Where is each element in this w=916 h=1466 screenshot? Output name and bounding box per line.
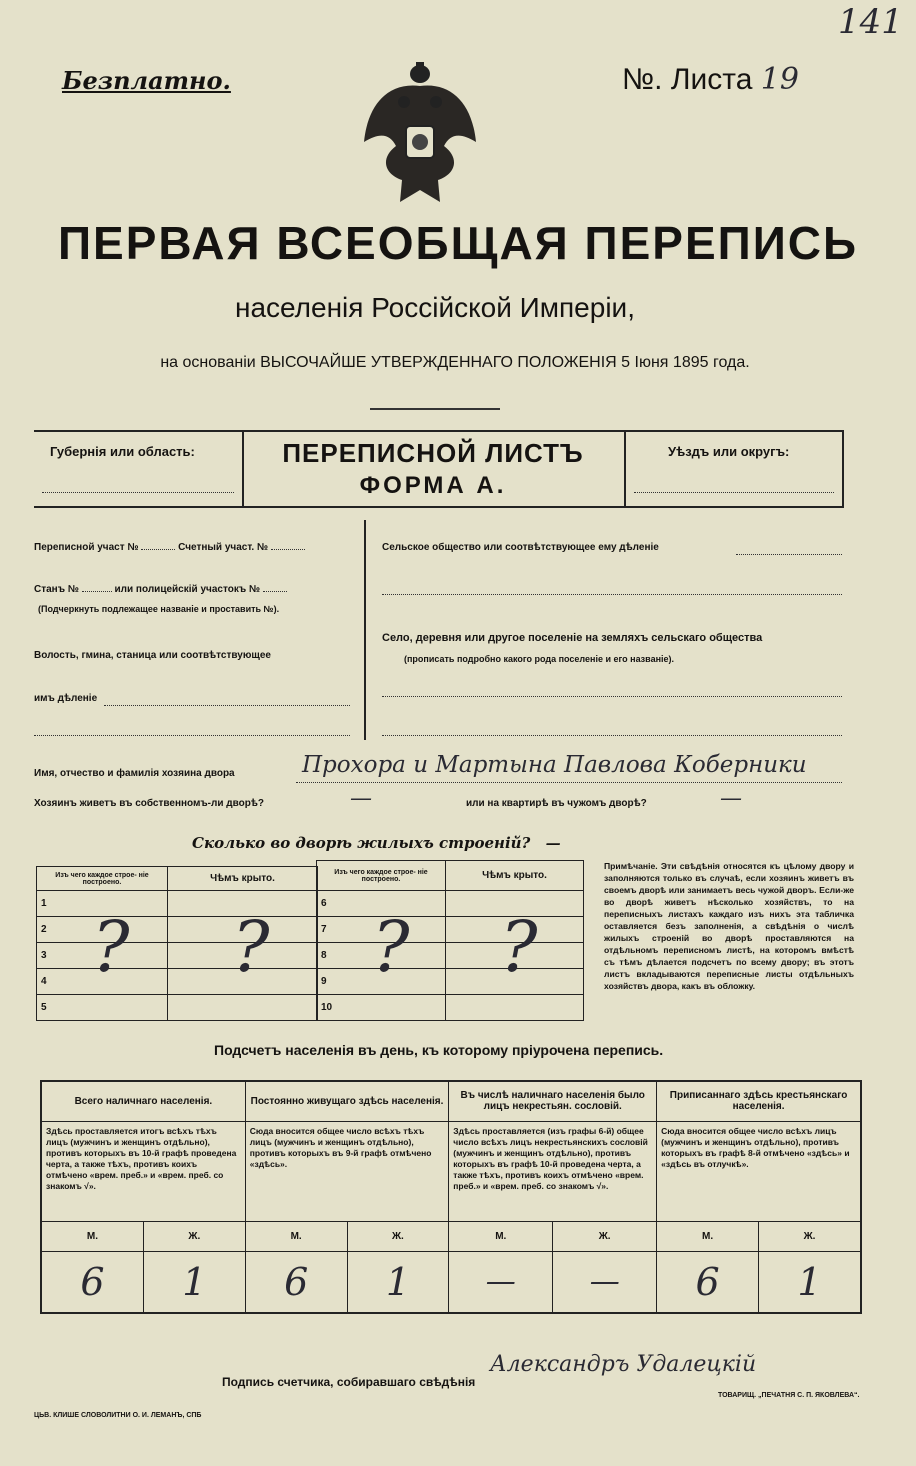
imperial-eagle-emblem — [360, 62, 480, 212]
col-total-title: Всего наличнаго населенія. — [41, 1081, 245, 1121]
form-type: ФОРМА А. — [359, 472, 507, 499]
row-number: 3 — [37, 943, 168, 969]
total-female-value: 1 — [143, 1251, 245, 1313]
col-roof-header: Чѣмъ крыто. — [446, 861, 584, 891]
division-line — [104, 705, 350, 706]
village-note: (прописать подробно какого рода поселеніе и его названіе). — [404, 654, 675, 664]
col-permanent-desc: Сюда вносится общее число всѣхъ тѣхъ лицъ (мужчинъ и женщинъ отдѣльно), противъ которыхъ въ 9-й графѣ отмѣчено «здѣсь». — [245, 1121, 449, 1221]
female-header: Ж. — [143, 1221, 245, 1251]
permanent-female-value: 1 — [347, 1251, 449, 1313]
buildings-table-left — [36, 866, 318, 1021]
owner-name-value: Прохора и Мартына Павлова Коберники — [302, 752, 807, 778]
division-label: имъ дѣленіе — [34, 693, 98, 704]
peasant-female-value: 1 — [759, 1251, 861, 1313]
male-header: М. — [41, 1221, 143, 1251]
row-number: 9 — [317, 969, 446, 995]
uezd-label: Уѣздъ или округъ: — [668, 444, 790, 459]
owner-name-label: Имя, отчество и фамилія хозяина двора — [34, 768, 235, 779]
village-label: Село, деревня или другое поселеніе на земляхъ сельскаго общества — [382, 632, 763, 644]
row-number: 2 — [37, 917, 168, 943]
male-header: М. — [657, 1221, 759, 1251]
signature-value: Александръ Удалецкій — [490, 1352, 757, 1377]
col-permanent-title: Постоянно живущаго здѣсь населенія. — [245, 1081, 449, 1121]
gubernia-label: Губернія или область: — [50, 444, 195, 459]
total-male-value: 6 — [41, 1251, 143, 1313]
signature-label: Подпись счетчика, собиравшаго свѣдѣнія — [222, 1375, 476, 1389]
female-header: Ж. — [553, 1221, 657, 1251]
ornament-divider — [370, 408, 500, 410]
male-header: М. — [449, 1221, 553, 1251]
nonpeasant-female-value: — — [553, 1251, 657, 1313]
population-table — [40, 1080, 862, 1314]
census-basis: на основаніи ВЫСОЧАЙШЕ УТВЕРЖДЕННАГО ПОЛОЖЕНІЯ 5 Іюня 1895 года. — [160, 354, 750, 371]
col-roof-header: Чѣмъ крыто. — [168, 867, 318, 891]
uezd-box — [624, 430, 844, 508]
buildings-table-right — [316, 860, 584, 1021]
form-title: ПЕРЕПИСНОЙ ЛИСТЪ — [282, 438, 584, 468]
col-material-header: Изъ чего каждое строе- ніе построено. — [317, 861, 446, 891]
row-number: 4 — [37, 969, 168, 995]
col-nonpeasant-title: Въ числѣ наличнаго населенія было лицъ некрестьян. сословій. — [449, 1081, 657, 1121]
permanent-male-value: 6 — [245, 1251, 347, 1313]
volost-extra-line — [34, 735, 350, 736]
free-label: Безплатно. — [62, 66, 231, 95]
row-number: 7 — [317, 917, 446, 943]
village-line-1 — [382, 696, 842, 697]
volost-label: Волость, гмина, станица или соотвѣтствующее — [34, 650, 271, 661]
col-nonpeasant-desc: Здѣсь проставляется (изъ графы 6-й) общее число всѣхъ лицъ некрестьянскихъ сословій (мужчинъ и женщинъ отдѣльно), противъ которыхъ въ графѣ 10-й проведена черта, а также тѣхъ, противъ коихъ отмѣчено «врем. преб.» и «врем. преб. со знакомъ √». — [449, 1121, 657, 1221]
census-subtitle: населенія Россійской Имперіи, — [235, 292, 635, 323]
stan-field: Станъ № или полицейскій участокъ № — [34, 584, 287, 595]
male-header: М. — [245, 1221, 347, 1251]
printer-left: ЦЬВ. КЛИШЕ СЛОВОЛИТНИ О. И. ЛЕМАНЪ, СПБ — [34, 1412, 202, 1419]
buildings-label: Сколько во дворѣ жилыхъ строеній? — — [192, 834, 561, 852]
uezd-line — [634, 492, 834, 493]
form-title-block — [242, 430, 624, 508]
peasant-male-value: 6 — [657, 1251, 759, 1313]
row-number: 1 — [37, 891, 168, 917]
vertical-divider — [364, 520, 366, 740]
building-mark: ? — [372, 906, 410, 988]
col-material-header: Изъ чего каждое строе- ніе построено. — [37, 867, 168, 891]
rented-value: — — [720, 786, 742, 811]
own-yard-value: — — [350, 786, 372, 811]
archive-page-number: 141 — [838, 2, 903, 42]
row-number: 6 — [317, 891, 446, 917]
gubernia-box — [34, 430, 244, 508]
col-peasant-desc: Сюда вносится общее число всѣхъ лицъ (мужчинъ и женщинъ отдѣльно), противъ которыхъ въ графѣ 8-й отмѣчено «здѣсь» и «здѣсь въ отлучкѣ». — [657, 1121, 861, 1221]
village-line-2 — [382, 735, 842, 736]
building-mark: ? — [92, 906, 130, 988]
owner-name-line — [296, 782, 842, 783]
row-number: 5 — [37, 995, 168, 1021]
sheet-number-label: №. Листа — [622, 63, 753, 96]
female-header: Ж. — [347, 1221, 449, 1251]
census-district-field: Переписной участ № Счетный участ. № — [34, 542, 305, 553]
row-number: 10 — [317, 995, 446, 1021]
underline-note: (Подчеркнуть подлежащее названіе и проставить №). — [38, 604, 280, 614]
nonpeasant-male-value: — — [449, 1251, 553, 1313]
society-line — [736, 554, 842, 555]
society-line-2 — [382, 594, 842, 595]
row-number: 8 — [317, 943, 446, 969]
sheet-number — [622, 62, 799, 97]
population-heading: Подсчетъ населенія въ день, къ которому пріурочена перепись. — [214, 1042, 664, 1058]
col-peasant-title: Приписаннаго здѣсь крестьянскаго населенія. — [657, 1081, 861, 1121]
sheet-number-value: 19 — [760, 62, 799, 97]
society-label: Сельское общество или соотвѣтствующее ему дѣленіе — [382, 542, 659, 553]
census-title: ПЕРВАЯ ВСЕОБЩАЯ ПЕРЕПИСЬ — [57, 217, 859, 269]
building-mark: ? — [232, 906, 270, 988]
printer-right: ТОВАРИЩ. „ПЕЧАТНЯ С. П. ЯКОВЛЕВА“. — [718, 1392, 860, 1399]
gubernia-line — [42, 492, 234, 493]
buildings-value: — — [545, 834, 561, 852]
own-yard-label: Хозяинъ живетъ въ собственномъ-ли дворѣ? — [34, 798, 265, 809]
rented-label: или на квартирѣ въ чужомъ дворѣ? — [466, 798, 647, 809]
col-total-desc: Здѣсь проставляется итогъ всѣхъ тѣхъ лицъ (мужчинъ и женщинъ отдѣльно), противъ которыхъ въ 10-й графѣ проведена черта, а также тѣхъ, противъ коихъ отмѣчено «врем. преб.» и «врем. преб. со знакомъ √». — [41, 1121, 245, 1221]
building-mark: ? — [500, 906, 538, 988]
female-header: Ж. — [759, 1221, 861, 1251]
note-text: Примѣчаніе. Эти свѣдѣнія относятся къ цѣлому двору и заполняются только въ случаѣ, если хозяинъ живетъ въ своемъ дворѣ или занимаетъ весь чужой дворъ. Если-же во дворѣ живетъ нѣсколько хозяйствъ, то на переписныхъ листахъ каждаго изъ нихъ эта табличка оставляется безъ заполненія, а свѣдѣнія о числѣ жилыхъ строеній во дворѣ проставляются на отдѣльномъ переписномъ листѣ, на которомъ вмѣстѣ съ тѣмъ дѣлается подсчетъ по всему двору; въ этотъ листъ вкладываются переписные листы отдѣльныхъ хозяйствъ двора, какъ въ обложку. — [604, 861, 854, 991]
